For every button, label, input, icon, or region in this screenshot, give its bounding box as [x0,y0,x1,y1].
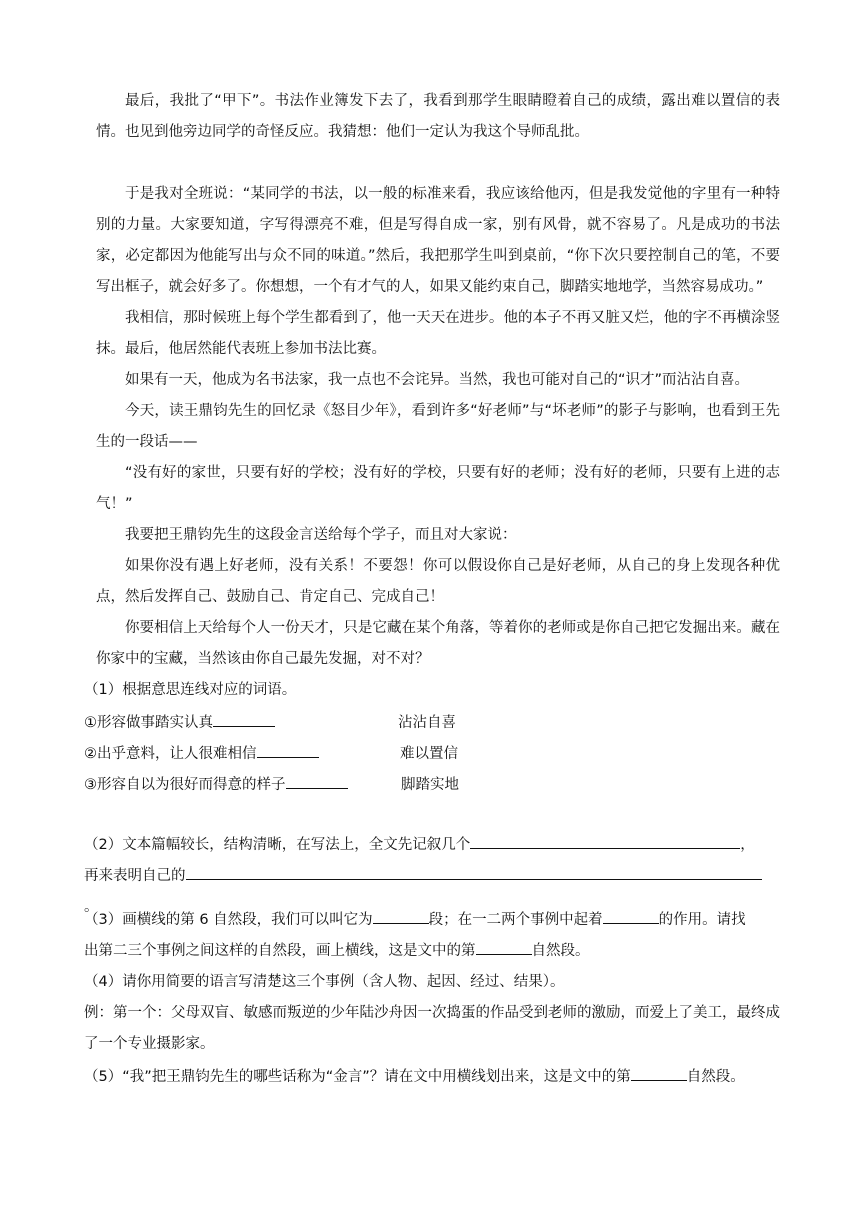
question-text: 自然段。 [531,943,590,959]
match-word: 沾沾自喜 [398,715,456,731]
question-text: （2）文本篇幅较长，结构清晰，在写法上，全文先记叙几个 [84,837,471,853]
answer-blank[interactable] [186,865,762,881]
answer-blank[interactable] [213,712,275,728]
question-text: （3）画横线的第 6 自然段，我们可以叫它为 [84,912,373,928]
match-meaning: ③形容自以为很好而得意的样子 [84,777,286,793]
passage-quote-paragraph: “没有好的家世，只要有好的学校；没有好的学校，只要有好的老师；没有好的老师，只要有上进的志气！” [96,465,780,512]
passage-paragraph: 我要把王鼎钧先生的这段金言送给每个学子，而且对大家说： [125,527,517,543]
passage-paragraph: 如果你没有遇上好老师，没有关系！不要怨！你可以假设你自己是好老师，从自己的身上发现各种优点，然后发挥自己、鼓励自己、肯定自己、完成自己！ [96,558,780,605]
answer-blank[interactable] [373,909,429,925]
match-row [84,770,784,801]
answer-blank[interactable] [470,834,740,850]
question-2 [84,830,768,861]
match-word: 脚踏实地 [401,777,459,793]
answer-blank[interactable] [257,743,319,759]
question-text: 的作用。请找 [658,912,746,928]
match-row [84,739,784,770]
passage-paragraph: 你要相信上天给每个人一份天才，只是它藏在某个角落，等着你的老师或是你自己把它发掘出来。藏在你家中的宝藏，当然该由你自己最先发掘，对不对？ [96,620,780,667]
match-meaning: ①形容做事踏实认真 [84,715,213,731]
question-4-example: 例：第一个：父母双盲、敏感而叛逆的少年陆沙舟因一次捣蛋的作品受到老师的激励，而爱上了美工，最终成了一个专业摄影家。 [84,1005,780,1052]
passage-paragraph: 于是我对全班说：“某同学的书法，以一般的标准来看，我应该给他丙，但是我发觉他的字里有一种特别的力量。大家要知道，字写得漂亮不难，但是写得自成一家，别有风骨，就不容易了。凡是成功的书法家，必定都因为他能写出与众不同的味道。”然后，我把那学生叫到桌前，“你下次只要控制自己的笔，不要写出框子，就会好多了。你想想，一个有才气的人，如果又能约束自己，脚踏实地地学，当然容易成功。” [96,186,780,295]
passage-paragraph: 最后，我批了“甲下”。书法作业簿发下去了，我看到那学生眼睛瞪着自己的成绩，露出难以置信的表情。也见到他旁边同学的奇怪反应。我猜想：他们一定认为我这个导师乱批。 [96,93,780,140]
answer-blank[interactable] [286,774,348,790]
question-text: ， [740,837,755,853]
question-text: 自然段。 [686,1069,745,1085]
passage-paragraph: 今天，读王鼎钧先生的回忆录《怒目少年》，看到许多“好老师”与“坏老师”的影子与影响，也看到王先生的一段话—— [96,403,780,450]
answer-blank[interactable] [631,1066,687,1082]
answer-blank[interactable] [476,940,532,956]
match-row [84,708,784,739]
question-3-continued [84,936,768,967]
match-meaning: ②出乎意料，让人很难相信 [84,746,257,762]
question-text: 。 [84,899,99,915]
question-text: （5）“我”把王鼎钧先生的哪些话称为“金言”？请在文中用横线划出来，这是文中的第 [84,1069,631,1085]
passage-paragraph: 我相信，那时候班上每个学生都看到了，他一天天在进步。他的本子不再又脏又烂，他的字不再横涂竖抹。最后，他居然能代表班上参加书法比赛。 [96,310,780,357]
passage-paragraph: 如果有一天，他成为名书法家，我一点也不会诧异。当然，我也可能对自己的“识才”而沾沾自喜。 [125,372,750,388]
question-1: （1）根据意思连线对应的词语。 [84,682,297,698]
question-text: 段；在一二两个事例中起着 [428,912,603,928]
question-text: 再来表明自己的 [84,868,186,884]
match-word: 难以置信 [400,746,458,762]
question-5 [84,1062,784,1093]
question-text: 出第二三个事例之间这样的自然段，画上横线，这是文中的第 [84,943,476,959]
question-3 [84,905,768,936]
answer-blank[interactable] [603,909,659,925]
question-4: （4）请你用简要的语言写清楚这三个事例（含人物、起因、经过、结果）。 [84,974,565,990]
